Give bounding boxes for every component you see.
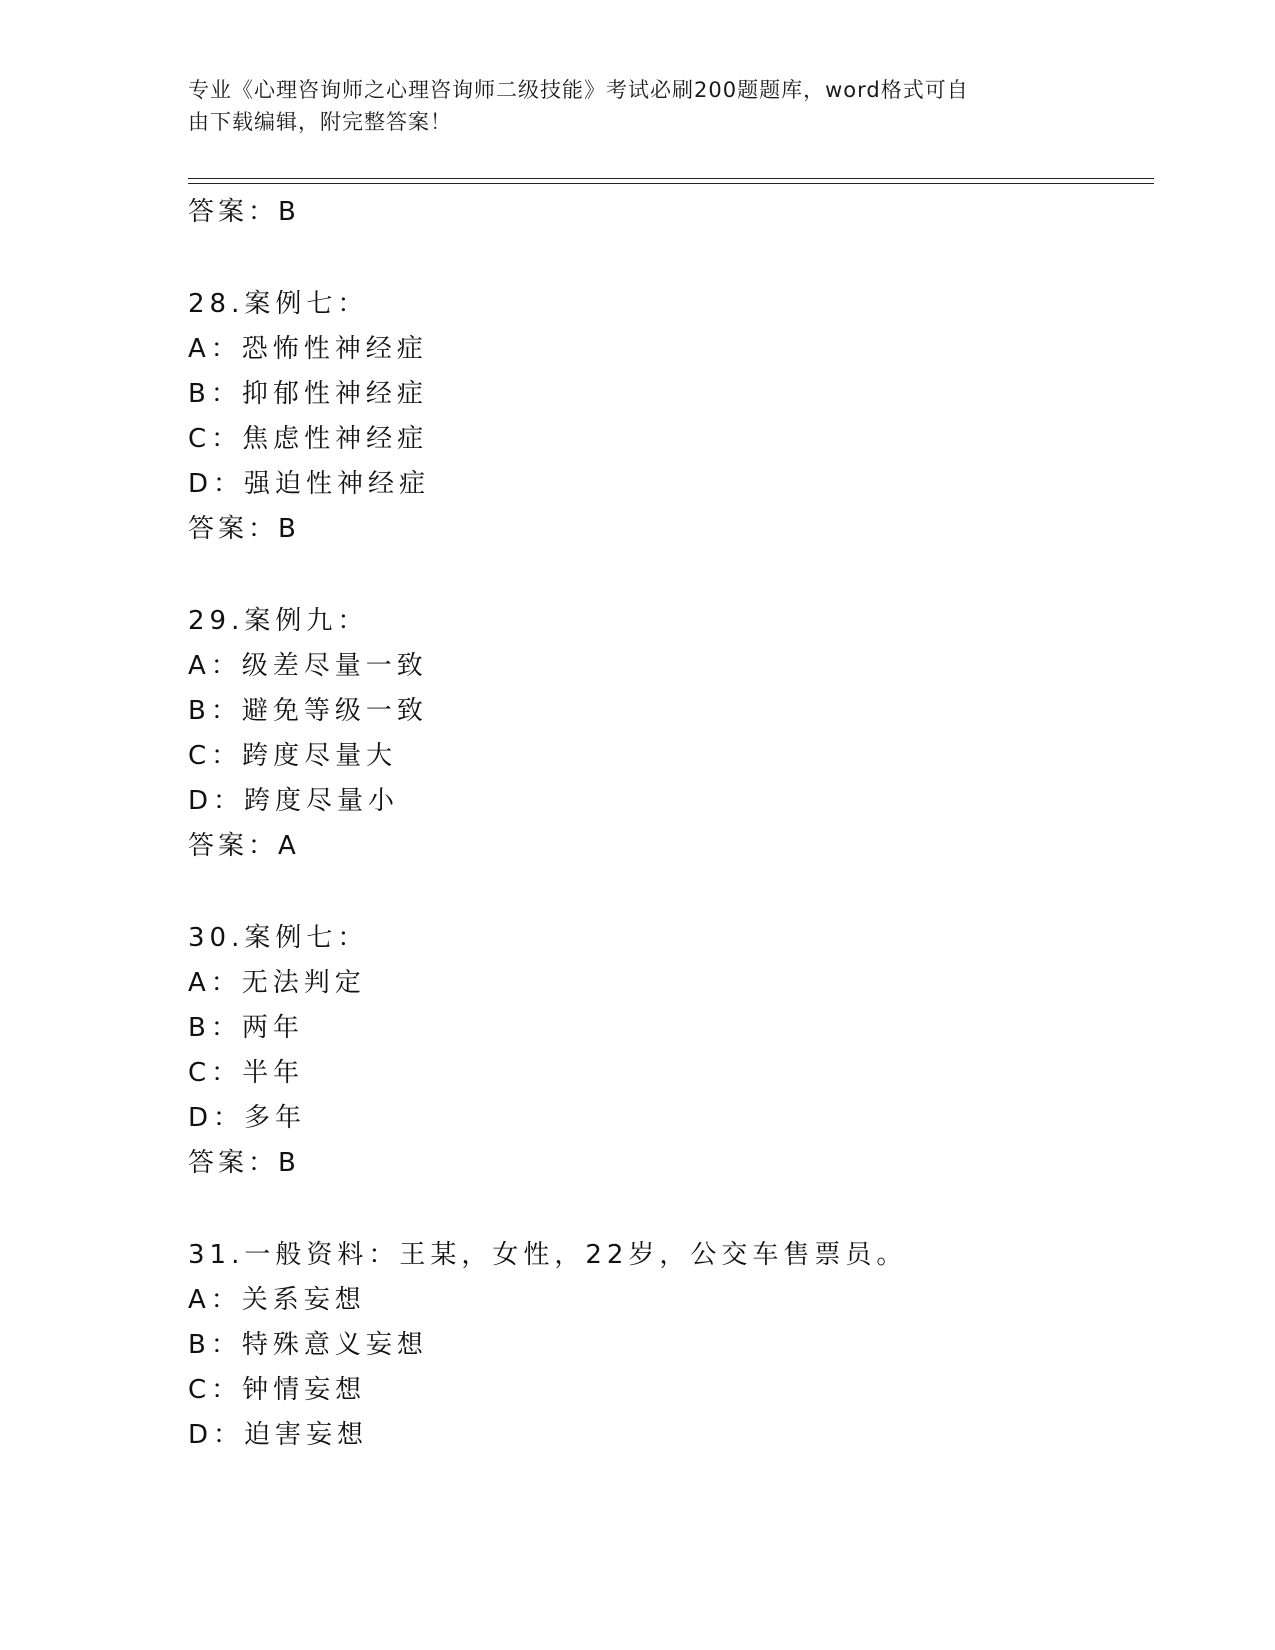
question-list	[188, 190, 1148, 1458]
option-b: B：抑郁性神经症	[188, 379, 428, 409]
spacer	[188, 1186, 1148, 1233]
spacer	[188, 235, 1148, 282]
question-answer: 答案：A	[188, 831, 300, 861]
header-rule-bottom	[188, 183, 1154, 184]
option-b: B：特殊意义妄想	[188, 1330, 428, 1360]
option-a: A：关系妄想	[188, 1285, 366, 1315]
option-b: B：避免等级一致	[188, 696, 428, 726]
question-title: 30.案例七：	[188, 923, 369, 953]
spacer	[188, 552, 1148, 599]
header-line-2: 由下载编辑，附完整答案！	[188, 110, 452, 134]
option-c: C：跨度尽量大	[188, 741, 398, 771]
option-a: A：恐怖性神经症	[188, 334, 428, 364]
header-rule-top	[188, 178, 1154, 179]
option-d: D：迫害妄想	[188, 1420, 369, 1450]
question-answer: 答案：B	[188, 1148, 300, 1178]
question-title: 28.案例七：	[188, 289, 369, 319]
question-block	[188, 282, 1148, 552]
document-header	[188, 74, 1068, 138]
question-block	[188, 599, 1148, 869]
question-block	[188, 1233, 1148, 1458]
question-title: 31.一般资料：王某，女性，22岁，公交车售票员。	[188, 1240, 908, 1270]
question-title: 29.案例九：	[188, 606, 369, 636]
previous-answer: 答案：B	[188, 197, 300, 227]
spacer	[188, 869, 1148, 916]
option-c: C：钟情妄想	[188, 1375, 367, 1405]
option-d: D：跨度尽量小	[188, 786, 400, 816]
option-c: C：焦虑性神经症	[188, 424, 429, 454]
option-d: D：强迫性神经症	[188, 469, 431, 499]
option-d: D：多年	[188, 1103, 307, 1133]
question-answer: 答案：B	[188, 514, 300, 544]
option-a: A：无法判定	[188, 968, 366, 998]
option-a: A：级差尽量一致	[188, 651, 428, 681]
question-block	[188, 916, 1148, 1186]
option-c: C：半年	[188, 1058, 305, 1088]
header-line-1: 专业《心理咨询师之心理咨询师二级技能》考试必刷200题题库，word格式可自	[188, 78, 969, 102]
option-b: B：两年	[188, 1013, 304, 1043]
